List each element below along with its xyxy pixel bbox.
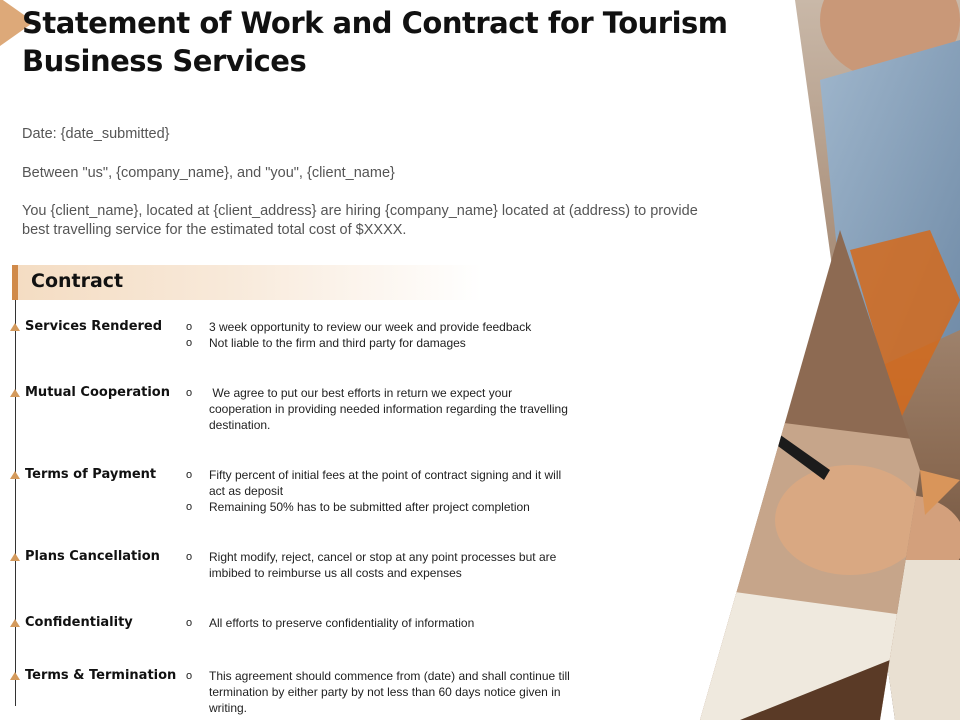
section-bullets [186, 319, 576, 351]
section-marker-icon [10, 471, 20, 479]
section-marker-icon [10, 672, 20, 680]
contract-heading-bar [12, 265, 482, 300]
section-marker-icon [10, 389, 20, 397]
contract-heading: Contract [31, 270, 124, 292]
bullet-icon: o [186, 617, 193, 629]
bullet-item: o Remaining 50% has to be submitted after project completion [186, 500, 530, 514]
section-heading: Terms of Payment [25, 467, 157, 482]
section-marker-icon [10, 619, 20, 627]
section-bullets [186, 615, 576, 631]
date-line: Date: {date_submitted} [22, 126, 170, 142]
bullet-item: o Fifty percent of initial fees at the point of contract signing and it will act as deposit [186, 468, 562, 498]
contract-accent-strip [12, 265, 18, 300]
section-bullets [186, 668, 576, 716]
bullet-icon: o [186, 469, 193, 481]
bullet-item: o All efforts to preserve confidentiality of information [186, 616, 475, 630]
bullet-icon: o [186, 337, 193, 349]
section-marker-icon [10, 553, 20, 561]
section-heading: Mutual Cooperation [25, 385, 170, 400]
section-heading: Plans Cancellation [25, 549, 160, 564]
bullet-item: o Not liable to the firm and third party for damages [186, 336, 466, 350]
bullet-item: o 3 week opportunity to review our week and provide feedback [186, 320, 532, 334]
timeline-line [15, 300, 16, 706]
bullet-icon: o [186, 551, 193, 563]
bullet-icon: o [186, 321, 193, 333]
hire-statement: You {client_name}, located at {client_address} are hiring {company_name} located at (address) to provide best travelling service for the estimated total cost of $XXXX. [22, 203, 698, 238]
section-heading: Services Rendered [25, 319, 163, 334]
page-title: Statement of Work and Contract for Tourism Business Services [22, 6, 728, 78]
section-heading: Confidentiality [25, 615, 133, 630]
bullet-item: o This agreement should commence from (date) and shall continue till termination by either party by not less than 60 days notice given in writing. [186, 669, 570, 715]
parties-line: Between "us", {company_name}, and "you", {client_name} [22, 165, 395, 181]
bullet-icon: o [186, 501, 193, 513]
section-bullets [186, 385, 576, 433]
writing-hand-photo [700, 0, 960, 720]
bullet-icon: o [186, 387, 193, 399]
section-heading: Terms & Termination [25, 668, 177, 683]
bullet-item: o We agree to put our best efforts in return we expect your cooperation in providing needed information regarding the travelling destination. [186, 386, 572, 432]
bullet-item: o Right modify, reject, cancel or stop at any point processes but are imbibed to reimburse us all costs and expenses [186, 550, 557, 580]
section-bullets [186, 549, 576, 581]
section-marker-icon [10, 323, 20, 331]
section-bullets [186, 467, 576, 515]
bullet-icon: o [186, 670, 193, 682]
